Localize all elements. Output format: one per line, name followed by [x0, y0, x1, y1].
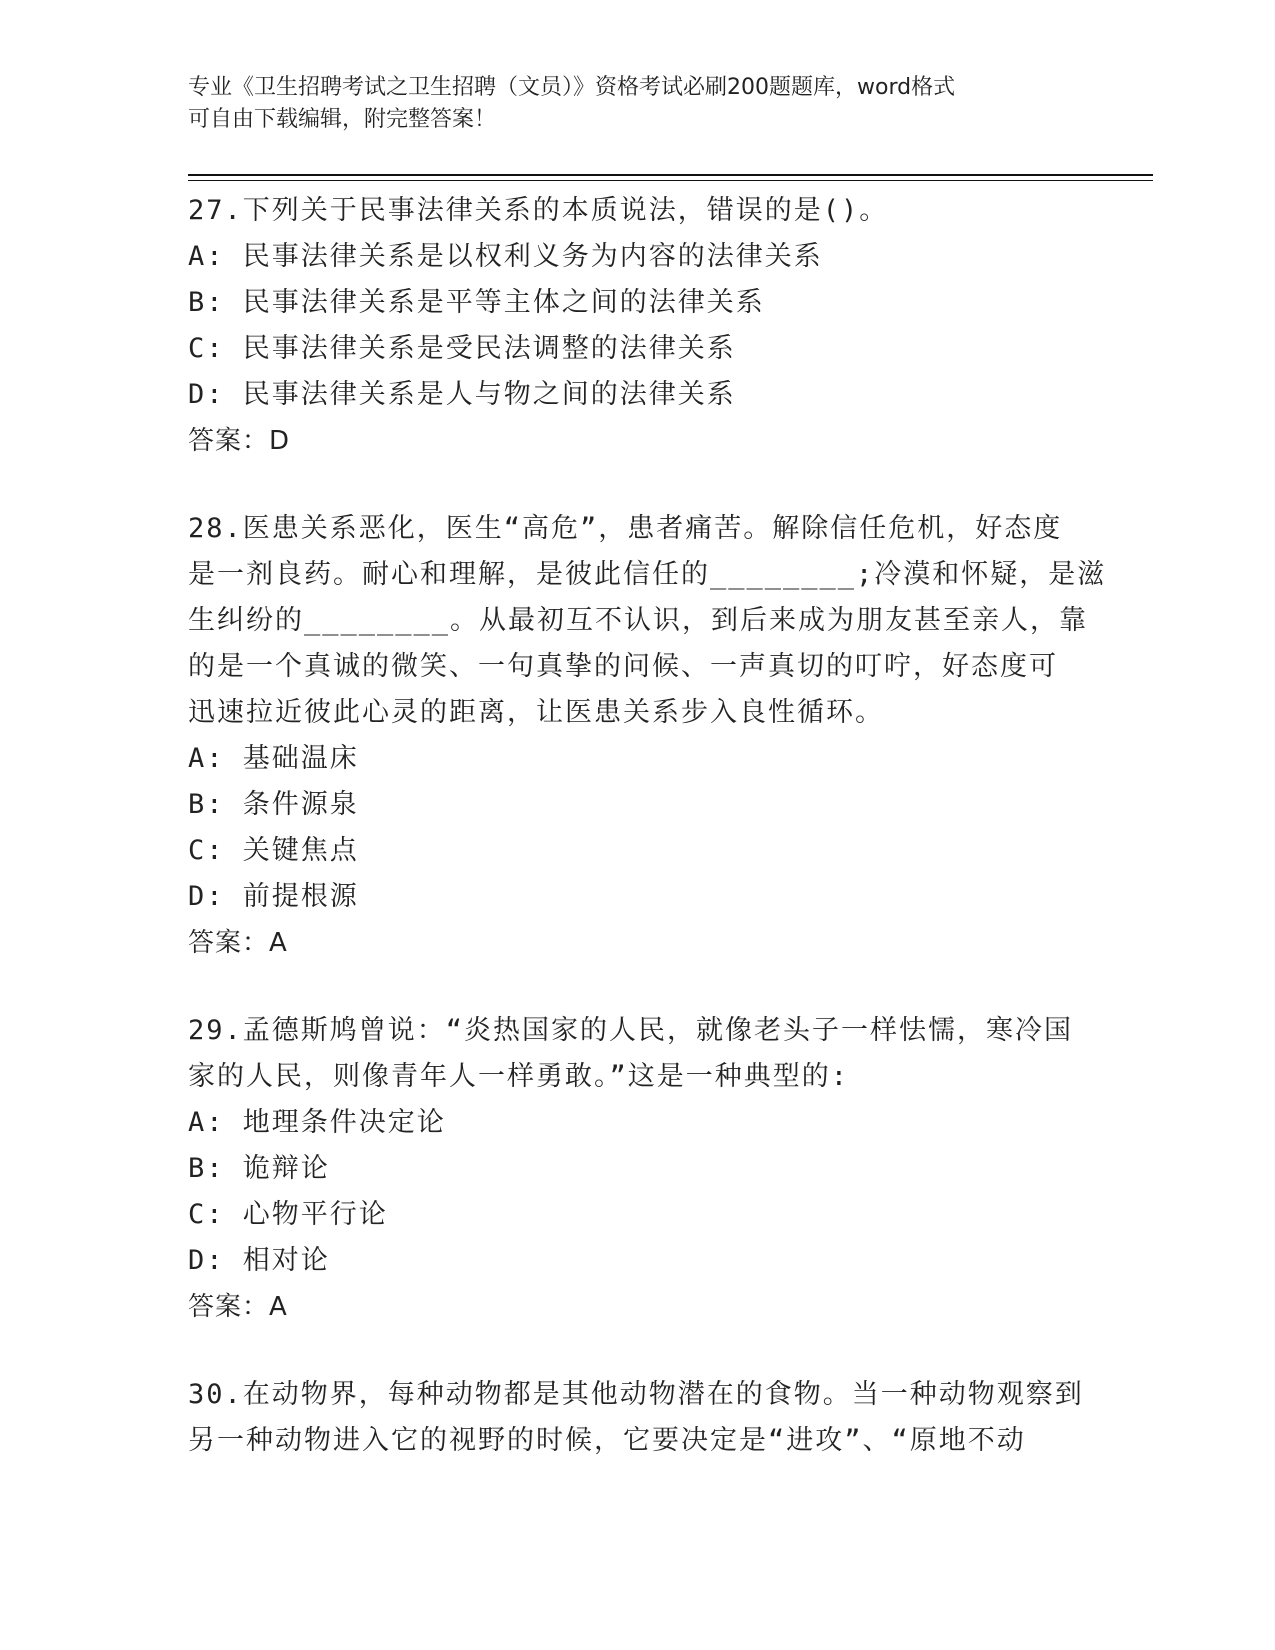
question-stem-line: 30.在动物界，每种动物都是其他动物潜在的食物。当一种动物观察到	[188, 1379, 1084, 1410]
question-stem-line: 29.孟德斯鸠曾说：“炎热国家的人民，就像老头子一样怯懦，寒冷国	[188, 1015, 1074, 1046]
option-c: C: 民事法律关系是受民法调整的法律关系	[188, 333, 736, 364]
question-stem-line: 家的人民，则像青年人一样勇敢。”这是一种典型的:	[188, 1061, 850, 1092]
option-d: D: 民事法律关系是人与物之间的法律关系	[188, 379, 736, 410]
option-a: A: 地理条件决定论	[188, 1107, 446, 1138]
option-c: C: 关键焦点	[188, 835, 359, 866]
question-stem-line: 27.下列关于民事法律关系的本质说法，错误的是()。	[188, 195, 889, 226]
question-stem-line: 另一种动物进入它的视野的时候，它要决定是“进攻”、“原地不动	[188, 1425, 1026, 1456]
option-b: B: 诡辩论	[188, 1153, 330, 1184]
question-27	[188, 188, 1088, 464]
question-spacer	[188, 1330, 1088, 1372]
option-d: D: 相对论	[188, 1245, 330, 1276]
question-stem-line: 生纠纷的________。从最初互不认识，到后来成为朋友甚至亲人，靠	[188, 605, 1089, 636]
header-divider-thin	[188, 180, 1153, 181]
header-divider-thick	[188, 174, 1153, 176]
question-stem-line: 28.医患关系恶化，医生“高危”，患者痛苦。解除信任危机，好态度	[188, 513, 1063, 544]
question-28	[188, 506, 1107, 966]
question-29	[188, 1008, 1088, 1330]
option-c: C: 心物平行论	[188, 1199, 388, 1230]
question-stem-line: 的是一个真诚的微笑、一句真挚的问候、一声真切的叮咛，好态度可	[188, 651, 1058, 682]
question-30	[188, 1372, 1088, 1464]
option-b: B: 条件源泉	[188, 789, 359, 820]
answer-label: 答案：D	[188, 426, 291, 456]
option-b: B: 民事法律关系是平等主体之间的法律关系	[188, 287, 765, 318]
option-d: D: 前提根源	[188, 881, 359, 912]
question-list	[188, 188, 1107, 1464]
option-a: A: 基础温床	[188, 743, 359, 774]
header-line-1: 专业《卫生招聘考试之卫生招聘（文员）》资格考试必刷200题题库，word格式	[188, 75, 956, 100]
question-stem-line: 迅速拉近彼此心灵的距离，让医患关系步入良性循环。	[188, 697, 884, 728]
question-spacer	[188, 966, 1088, 1008]
header-line-2: 可自由下载编辑，附完整答案！	[188, 107, 497, 132]
answer-label: 答案：A	[188, 1292, 288, 1322]
option-a: A: 民事法律关系是以权利义务为内容的法律关系	[188, 241, 823, 272]
document-header	[188, 72, 1068, 136]
answer-label: 答案：A	[188, 928, 288, 958]
question-stem-line: 是一剂良药。耐心和理解，是彼此信任的________;冷漠和怀疑，是滋	[188, 559, 1107, 590]
question-spacer	[188, 464, 1088, 506]
